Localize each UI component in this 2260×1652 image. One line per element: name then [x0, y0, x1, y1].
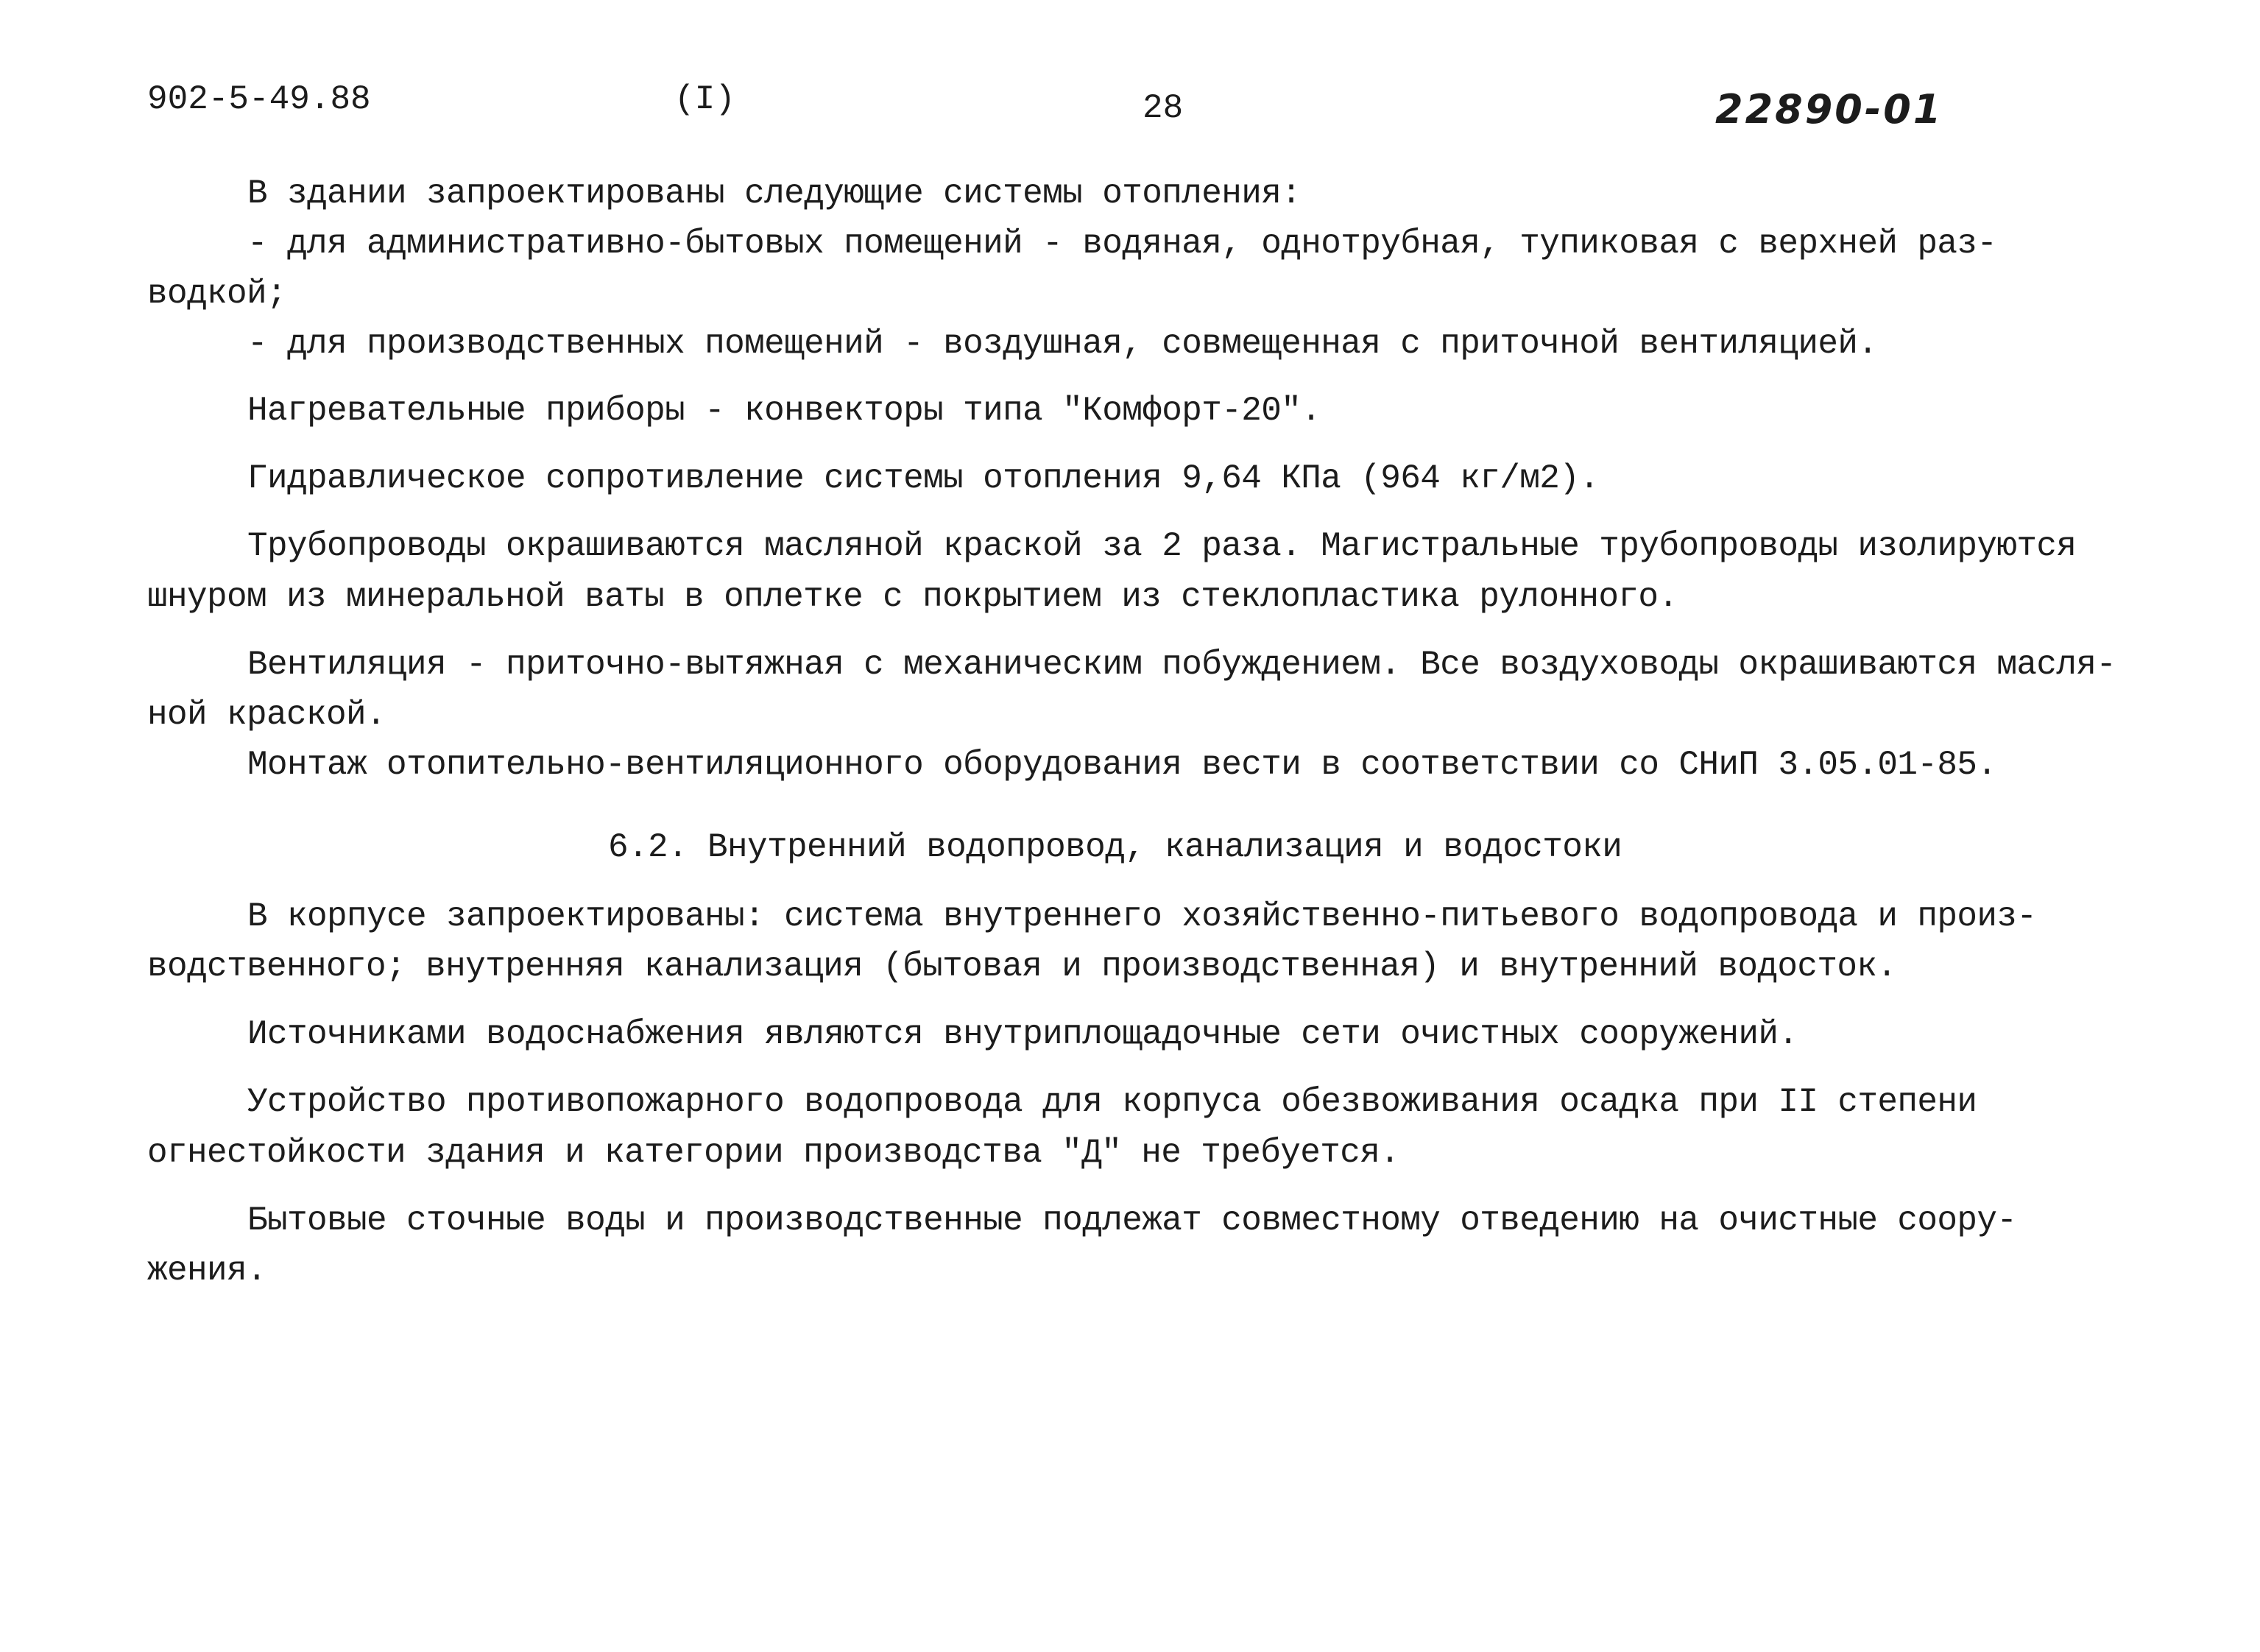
page-number: 28 — [1143, 89, 1184, 127]
water-systems-line: В корпусе запроектированы: система внутреннего хозяйственно-питьевого водопровода и произ- — [247, 897, 2037, 936]
fire-water-line: Устройство противопожарного водопровода для корпуса обезвоживания осадка при II степени — [247, 1083, 1977, 1121]
sheet-number: 22890-01 — [1715, 86, 1943, 133]
section-heading: 6.2. Внутренний водопровод, канализация и водостоки — [608, 828, 1622, 866]
wastewater-line: Бытовые сточные воды и производственные подлежат совместному отведению на очистные соору- — [247, 1201, 2017, 1240]
installation-line: Монтаж отопительно-вентиляционного оборудования вести в соответствии со СНиП 3.05.01-85. — [247, 746, 1997, 784]
pipelines-line-cont: шнуром из минеральной ваты в оплетке с покрытием из стеклопластика рулонного. — [147, 578, 1678, 616]
water-sources-line: Источниками водоснабжения являются внутриплощадочные сети очистных сооружений. — [247, 1015, 1798, 1053]
heaters-line: Нагревательные приборы - конвекторы типа "Комфорт-20". — [247, 392, 1321, 430]
document-code: 902-5-49.88 — [147, 80, 371, 119]
hydraulic-resistance-line: Гидравлическое сопротивление системы отопления 9,64 КПа (964 кг/м2). — [247, 459, 1600, 498]
ventilation-line-cont: ной краской. — [147, 696, 386, 734]
ventilation-line: Вентиляция - приточно-вытяжная с механическим побуждением. Все воздуховоды окрашиваются масля- — [247, 646, 2116, 684]
volume-number: (I) — [674, 80, 735, 119]
heating-admin-line: - для административно-бытовых помещений - водяная, однотрубная, тупиковая с верхней раз- — [247, 225, 1997, 263]
wastewater-line-cont: жения. — [147, 1252, 267, 1290]
heating-admin-line-cont: водкой; — [147, 275, 287, 313]
fire-water-line-cont: огнестойкости здания и категории производства "Д" не требуется. — [147, 1134, 1400, 1172]
water-systems-line-cont: водственного; внутренняя канализация (бытовая и производственная) и внутренний водосток. — [147, 947, 1897, 986]
pipelines-line: Трубопроводы окрашиваются масляной краской за 2 раза. Магистральные трубопроводы изолируются — [247, 527, 2077, 565]
heating-intro-line: В здании запроектированы следующие системы отопления: — [247, 174, 1302, 213]
heating-production-line: - для производственных помещений - воздушная, совмещенная с приточной вентиляцией. — [247, 325, 1878, 363]
